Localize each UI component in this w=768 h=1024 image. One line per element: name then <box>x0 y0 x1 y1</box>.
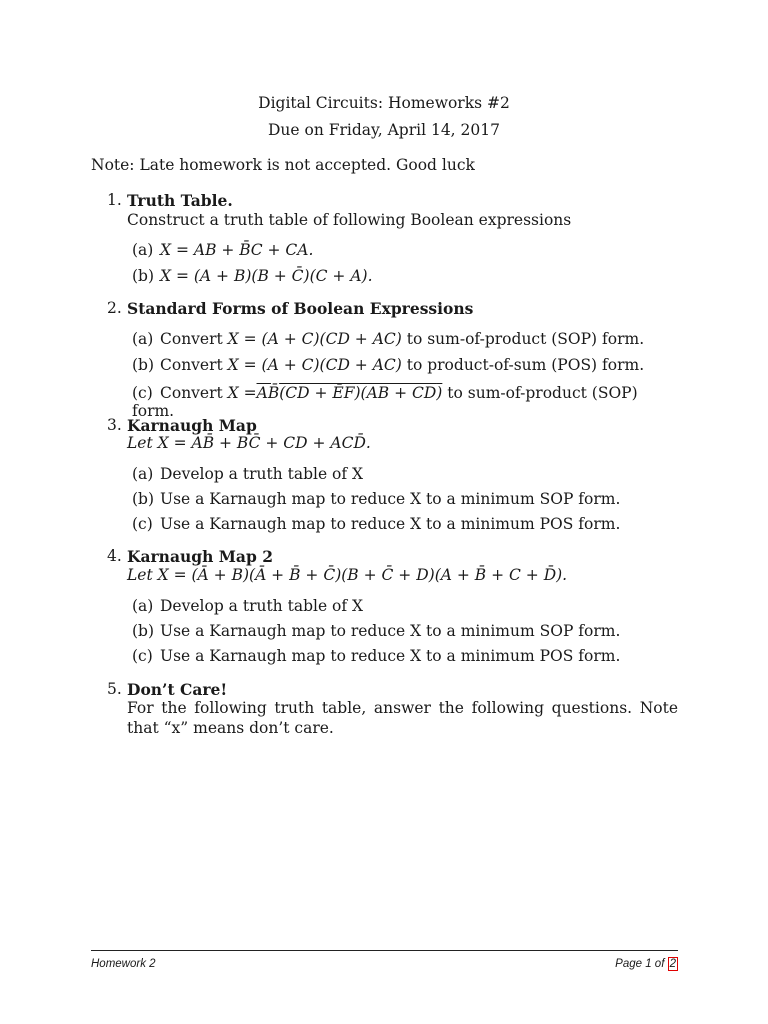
footer-homework-label: Homework 2 <box>91 958 156 970</box>
item-text: Develop a truth table of X <box>160 597 364 615</box>
sub-item-c <box>132 647 620 665</box>
item-prefix: Convert <box>160 356 228 374</box>
problem-title: Don’t Care! <box>127 680 228 699</box>
item-text: Use a Karnaugh map to reduce X to a minimum POS form. <box>160 647 621 665</box>
sub-item-label: (c) <box>132 647 153 665</box>
note-text: Note: Late homework is not accepted. Good luck <box>91 156 475 174</box>
item-text: Use a Karnaugh map to reduce X to a minimum SOP form. <box>160 490 621 508</box>
problem-title: Standard Forms of Boolean Expressions <box>127 299 474 318</box>
sub-item-a <box>132 597 363 615</box>
problem-number: 3. <box>107 416 122 434</box>
item-suffix: to sum-of-product (SOP) form. <box>132 384 638 420</box>
problem-title: Truth Table. <box>127 191 233 210</box>
sub-item-label: (a) <box>132 241 154 259</box>
sub-item-b <box>132 622 620 640</box>
document-title: Digital Circuits: Homeworks #2 <box>258 94 510 112</box>
boolean-expression: X = (A + C)(CD + AC) <box>227 330 402 348</box>
item-text: Develop a truth table of X <box>160 465 364 483</box>
sub-item-c <box>132 515 620 533</box>
sub-item-label: (c) <box>132 515 153 533</box>
problem-number: 1. <box>107 191 122 209</box>
problem-title: Karnaugh Map <box>127 416 257 435</box>
sub-item-c <box>132 384 681 420</box>
page-indicator-prefix: Page 1 of <box>615 958 668 970</box>
expr-part: AB + CD <box>366 384 437 402</box>
item-prefix: Convert <box>160 330 228 348</box>
due-date: Due on Friday, April 14, 2017 <box>268 121 500 139</box>
problem-text: Construct a truth table of following Boolean expressions <box>127 211 572 229</box>
item-text: Use a Karnaugh map to reduce X to a minimum POS form. <box>160 515 621 533</box>
sub-item-a <box>132 241 313 259</box>
sub-item-label: (b) <box>132 622 155 640</box>
problem-text: Let X = (Ā + B)(Ā + B̄ + C̄)(B + C̄ + D)(A + B̄ + C + D̄). <box>127 566 568 584</box>
item-suffix: to product-of-sum (POS) form. <box>401 356 645 374</box>
problem-number: 2. <box>107 299 122 317</box>
boolean-expression: X = (A + B)(B + C̄)(C + A). <box>160 267 373 285</box>
sub-item-a <box>132 465 363 483</box>
boolean-expression: X = AB + B̄C + CA. <box>160 241 314 259</box>
problem-number: 5. <box>107 680 122 698</box>
expr-part: (CD + ĒF)( <box>279 384 367 402</box>
boolean-expression: X = (A + C)(CD + AC) <box>227 356 402 374</box>
sub-item-label: (b) <box>132 490 155 508</box>
problem-text: For the following truth table, answer the following questions. Note that “x” means don’t care. <box>127 699 678 737</box>
total-pages-link[interactable]: 2 <box>669 958 676 970</box>
sub-item-label: (b) <box>132 267 155 285</box>
sub-item-label: (b) <box>132 356 155 374</box>
expr-part: ) <box>436 384 443 402</box>
problem-text: Let X = AB̄ + BC̄ + CD + ACD̄. <box>127 434 371 452</box>
item-prefix: Convert <box>160 384 228 402</box>
page-indicator <box>615 958 678 970</box>
item-text: Use a Karnaugh map to reduce X to a minimum SOP form. <box>160 622 621 640</box>
sub-item-b <box>132 267 373 285</box>
sub-item-label: (a) <box>132 330 154 348</box>
sub-item-a <box>132 330 644 348</box>
sub-item-label: (a) <box>132 597 154 615</box>
boolean-expression <box>228 384 443 402</box>
expr-part: AB̄ <box>256 384 280 402</box>
problem-title: Karnaugh Map 2 <box>127 547 273 566</box>
sub-item-label: (c) <box>132 384 153 402</box>
sub-item-b <box>132 490 620 508</box>
footer-divider <box>91 950 678 951</box>
expr-part: X = <box>227 384 257 402</box>
item-suffix: to sum-of-product (SOP) form. <box>401 330 645 348</box>
problem-number: 4. <box>107 547 122 565</box>
sub-item-label: (a) <box>132 465 154 483</box>
sub-item-b <box>132 356 644 374</box>
